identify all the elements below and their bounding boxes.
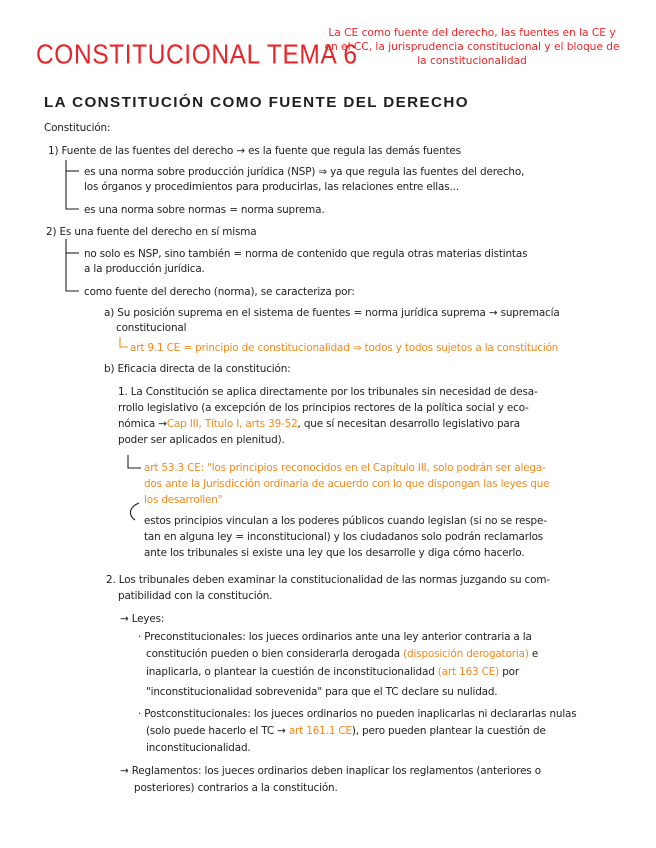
b1-line3-a: nómica → (118, 418, 167, 430)
principios-line2: tan en alguna ley = inconstitucional) y los ciudadanos solo podrán reclamarlos (144, 531, 544, 543)
b1-line3-c: , que sí necesitan desarrollo legislativo para (297, 418, 520, 430)
pre-line2 (146, 647, 538, 661)
page-title: CONSTITUCIONAL TEMA 6 (36, 40, 358, 71)
pre-line2-a: constitución pueden o bien considerarla derogada (146, 648, 400, 660)
b1-line3 (118, 417, 520, 431)
post-line2-ref: art 161.1 CE (288, 725, 352, 737)
post-line3: inconstitucionalidad. (146, 742, 251, 754)
b1-line4: poder ser aplicados en plenitud). (118, 434, 285, 446)
label-constitucion: Constitución: (44, 122, 111, 134)
art533-line2: dos ante la Jurisdicción ordinaria de acuerdo con lo que dispongan las leyes que (144, 478, 550, 490)
pre-line3-ref: (art 163 CE) (437, 666, 500, 678)
p2-a-line1: no solo es NSP, sino también = norma de contenido que regula otras materias distintas (84, 248, 528, 260)
p2-sa-line2: constitucional (116, 322, 187, 334)
b1-line1: 1. La Constitución se aplica directamente por los tribunales sin necesidad de desa- (118, 386, 538, 398)
pre-line1: · Preconstitucionales: los jueces ordinarios ante una ley anterior contraria a la (138, 631, 532, 643)
post-line2-c: ), pero pueden plantear la cuestión de (351, 725, 546, 737)
pre-line3-c: por (502, 666, 520, 678)
leyes-label: → Leyes: (120, 613, 165, 625)
pre-line3-a: inaplicarla, o plantear la cuestión de inconstitucionalidad (146, 666, 435, 678)
principios-line1: estos principios vinculan a los poderes públicos cuando legislan (si no se respe- (144, 515, 547, 527)
p1-a-line2: los órganos y procedimientos para producirlas, las relaciones entre ellas... (84, 181, 459, 193)
p1-a-line1: es una norma sobre producción jurídica (NSP) ⇒ ya que regula las fuentes del derecho, (84, 166, 525, 178)
art533-line1: art 53.3 CE: "los principios reconocidos en el Capítulo III, solo podrán ser alega- (144, 462, 546, 474)
p2-sa-art91: art 9.1 CE = principio de constitucionalidad ⇒ todos y todos sujetos a la constitución (130, 342, 559, 354)
pre-line2-c: e (531, 648, 539, 660)
pre-line4: "inconstitucionalidad sobrevenida" para que el TC declare su nulidad. (146, 686, 498, 698)
p2-sb: b) Eficacia directa de la constitución: (104, 363, 291, 375)
p2-heading: 2) Es una fuente del derecho en sí misma (46, 226, 257, 238)
p2-sa-line1: a) Su posición suprema en el sistema de fuentes = norma jurídica suprema → supremacía (104, 307, 560, 319)
post-line1: · Postconstitucionales: los jueces ordinarios no pueden inaplicarlas ni declararlas nulas (138, 708, 577, 720)
p2-a-line2: a la producción jurídica. (84, 263, 205, 275)
page-subtitle: La CE como fuente del derecho, las fuentes en la CE y en el CC, la jurisprudencia constitucional y el bloque de la constitucionalidad (324, 27, 620, 67)
reglamentos-line1: → Reglamentos: los jueces ordinarios deben inaplicar los reglamentos (anteriores o (120, 765, 541, 777)
b2-line1: 2. Los tribunales deben examinar la constitucionalidad de las normas juzgando su com- (106, 574, 550, 586)
reglamentos-line2: posteriores) contrarios a la constitución. (134, 782, 338, 794)
p1-heading: 1) Fuente de las fuentes del derecho → es la fuente que regula las demás fuentes (48, 145, 461, 157)
p1-b: es una norma sobre normas = norma suprema. (84, 204, 325, 216)
p2-b: como fuente del derecho (norma), se caracteriza por: (84, 286, 355, 298)
post-line2-a: (solo puede hacerlo el TC → (146, 725, 286, 737)
pre-line3 (146, 665, 519, 679)
b2-line2: patibilidad con la constitución. (118, 590, 273, 602)
section-heading: LA CONSTITUCIÓN COMO FUENTE DEL DERECHO (44, 94, 470, 111)
post-line2 (146, 724, 546, 738)
art533-line3: los desarrollen" (144, 494, 223, 506)
principios-line3: ante los tribunales si existe una ley que los desarrolle y diga cómo hacerlo. (144, 547, 525, 559)
b1-line3-ref: Cap III, Título I, arts 39-52 (166, 418, 298, 430)
pre-line2-ref: (disposición derogatoria) (403, 648, 529, 660)
b1-line2: rrollo legislativo (a excepción de los principios rectores de la política social y eco- (118, 402, 529, 414)
